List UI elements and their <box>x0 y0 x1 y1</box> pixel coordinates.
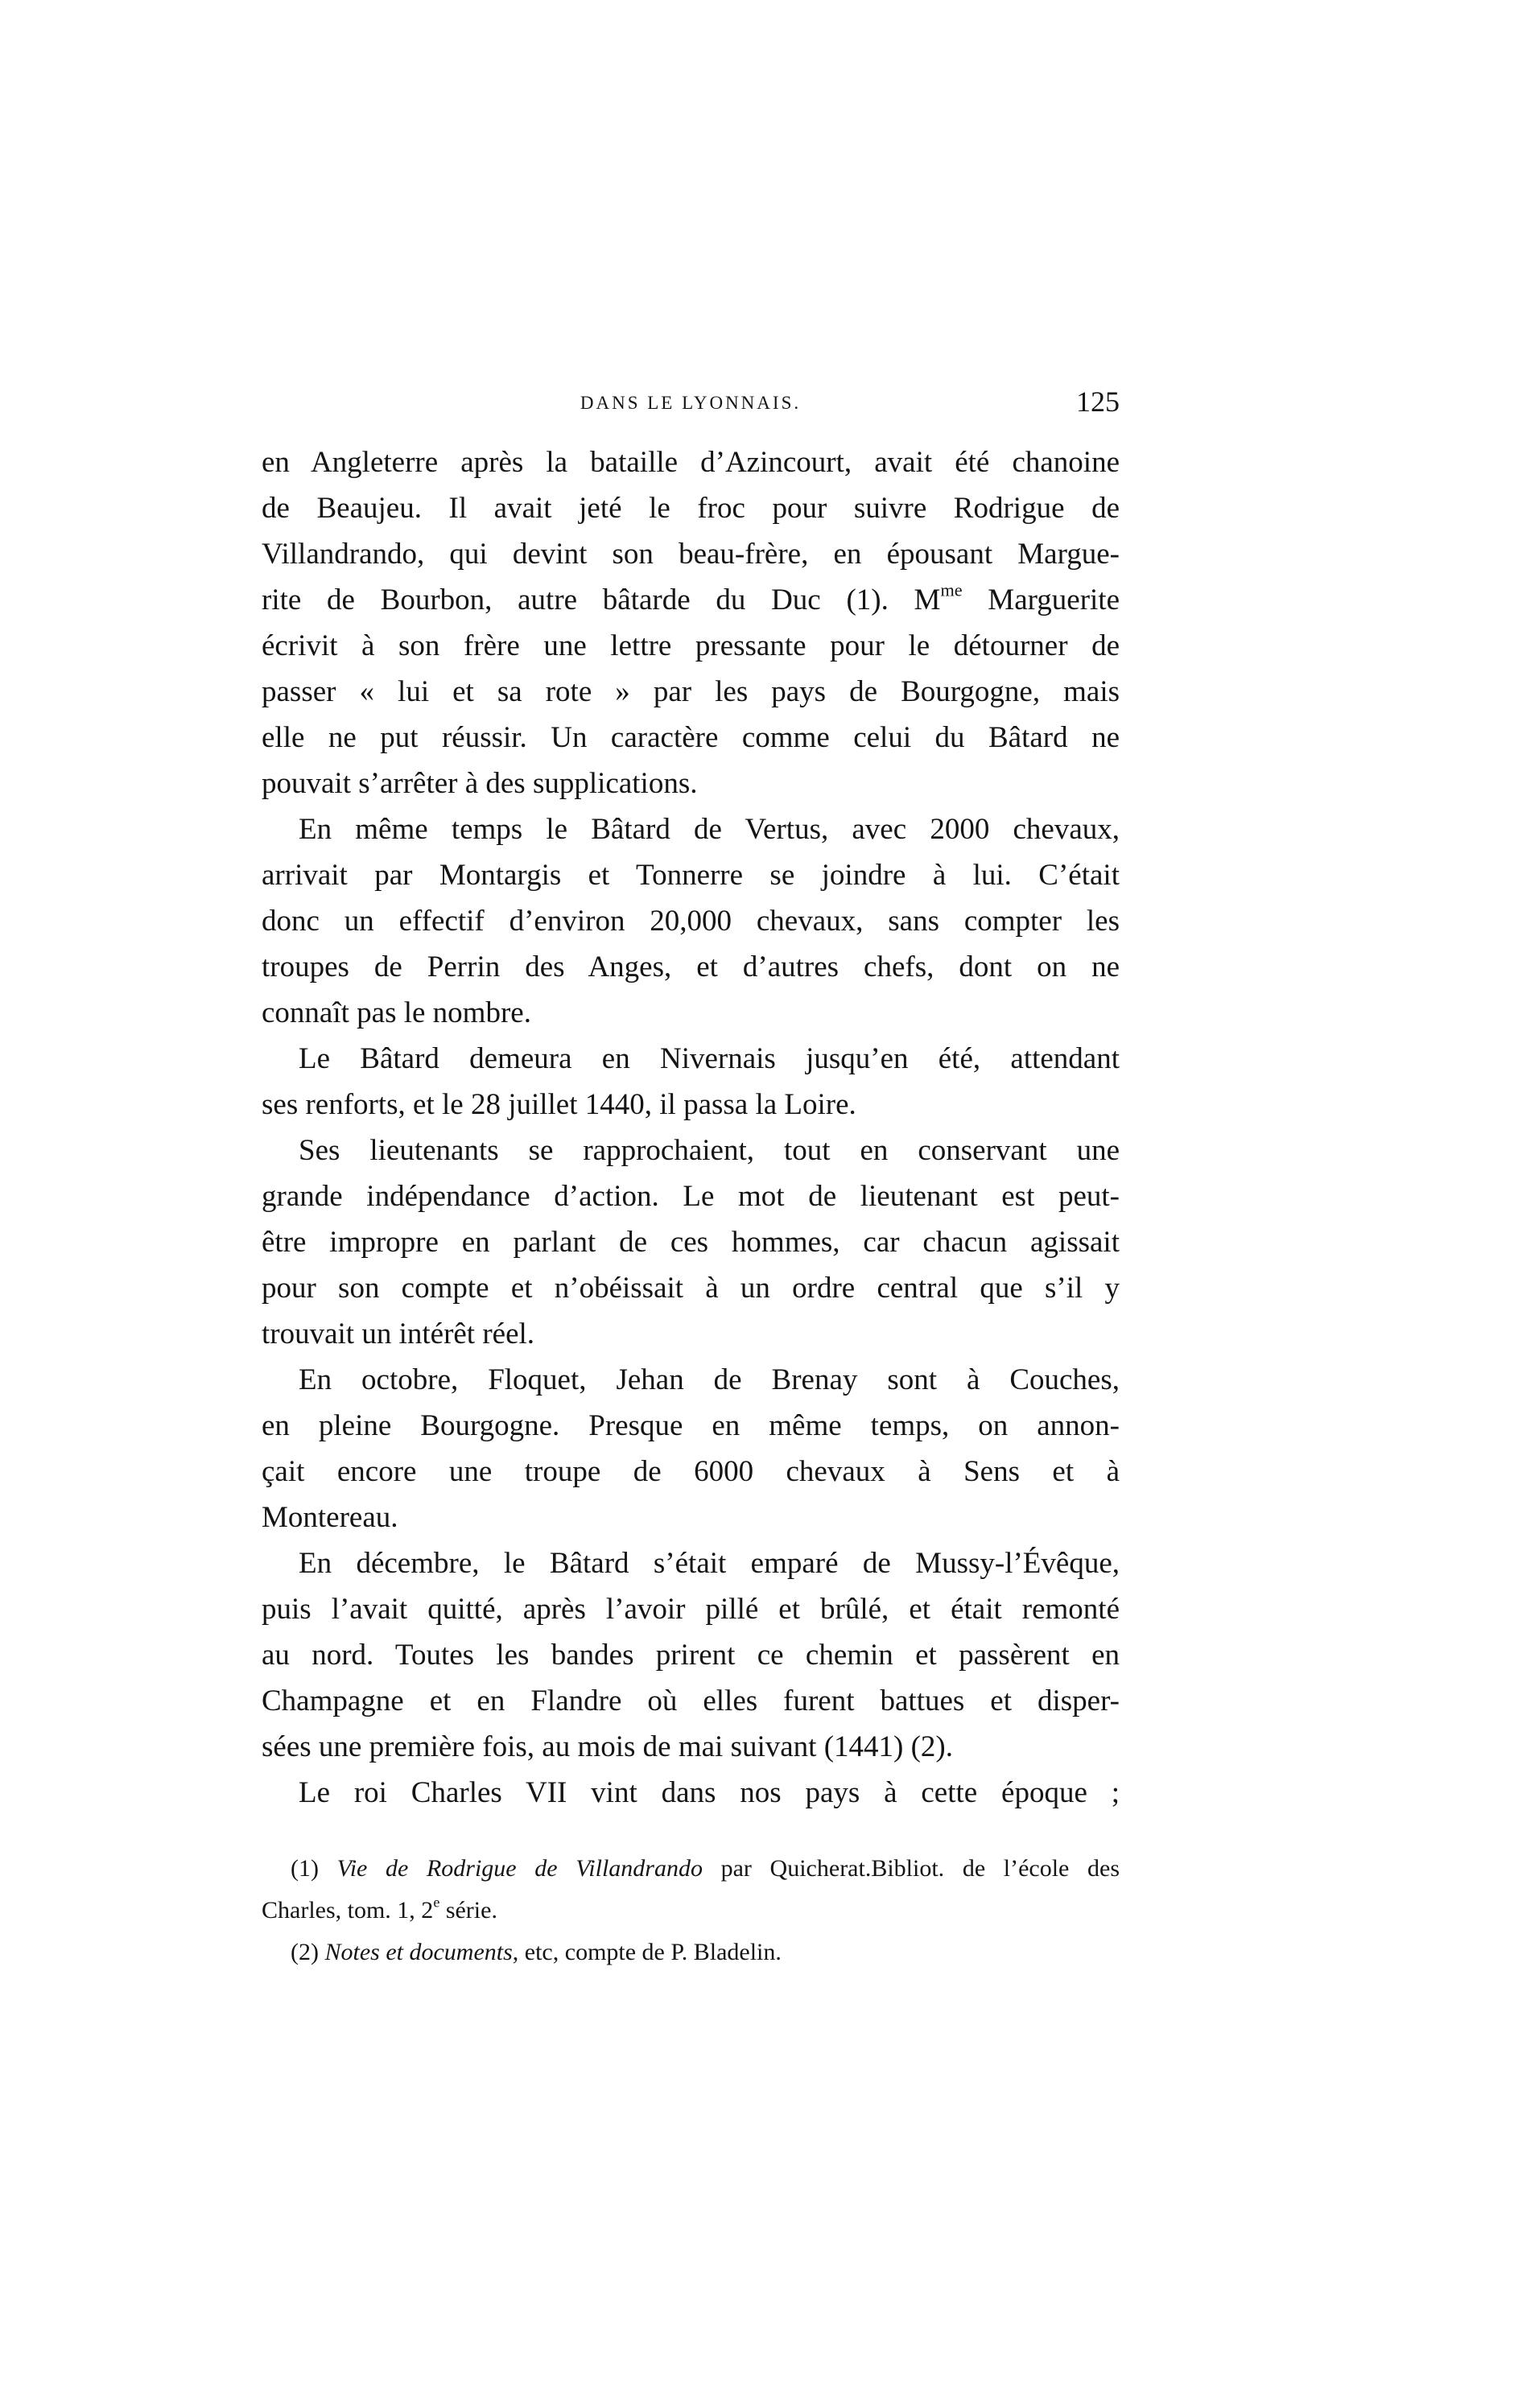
text-segment: arrivait par Montargis et Tonnerre se joindre à lui. C’était <box>262 859 1120 892</box>
text-segment: (2) <box>291 1939 325 1965</box>
text-segment: rite de Bourbon, autre bâtarde du Duc (1). M <box>262 583 941 616</box>
text-segment: ses renforts, et le 28 juillet 1440, il passa la Loire. <box>262 1088 856 1121</box>
text-segment: être impropre en parlant de ces hommes, car chacun agissait <box>262 1226 1120 1259</box>
text-line <box>262 623 1120 669</box>
text-line <box>262 898 1120 944</box>
text-line <box>262 1403 1120 1449</box>
paragraph <box>262 1036 1120 1128</box>
text-line <box>262 485 1120 531</box>
text-segment: Le Bâtard demeura en Nivernais jusqu’en été, attendant <box>299 1042 1120 1075</box>
text-line <box>262 1082 1120 1128</box>
text-segment: pouvait s’arrêter à des supplications. <box>262 767 698 800</box>
footnote-line <box>262 1848 1120 1890</box>
text-segment: Charles, tom. 1, 2 <box>262 1897 434 1924</box>
text-segment: au nord. Toutes les bandes prirent ce chemin et passèrent en <box>262 1639 1120 1672</box>
footnotes <box>262 1848 1120 1973</box>
paragraph <box>262 439 1120 806</box>
text-segment: elle ne put réussir. Un caractère comme celui du Bâtard ne <box>262 721 1120 754</box>
text-segment: donc un effectif d’environ 20,000 chevaux, sans compter les <box>262 905 1120 938</box>
text-segment: Marguerite <box>962 583 1120 616</box>
page-number: 125 <box>1076 386 1120 418</box>
text-segment: connaît pas le nombre. <box>262 996 531 1029</box>
text-line <box>262 669 1120 715</box>
text-segment: sées une première fois, au mois de mai suivant (1441) (2). <box>262 1730 953 1763</box>
text-line <box>262 1036 1120 1082</box>
text-line <box>262 1495 1120 1540</box>
text-line <box>262 1586 1120 1632</box>
paragraph <box>262 1540 1120 1770</box>
text-line <box>262 1128 1120 1173</box>
running-header <box>262 388 1120 420</box>
text-segment: de Beaujeu. Il avait jeté le froc pour suivre Rodrigue de <box>262 492 1120 525</box>
paragraph <box>262 1357 1120 1540</box>
text-line <box>262 1770 1120 1816</box>
text-segment: pour son compte et n’obéissait à un ordre central que s’il y <box>262 1272 1120 1305</box>
text-segment: en pleine Bourgogne. Presque en même temps, on annon- <box>262 1409 1120 1442</box>
text-line <box>262 761 1120 806</box>
text-segment: troupes de Perrin des Anges, et d’autres chefs, dont on ne <box>262 950 1120 983</box>
text-line <box>262 990 1120 1036</box>
text-line <box>262 577 1120 623</box>
text-segment: Champagne et en Flandre où elles furent battues et disper- <box>262 1684 1120 1717</box>
superscript: me <box>940 579 963 600</box>
text-line <box>262 1357 1120 1403</box>
text-line <box>262 1311 1120 1357</box>
text-line <box>262 531 1120 577</box>
text-segment: trouvait un intérêt réel. <box>262 1317 535 1350</box>
text-segment: En même temps le Bâtard de Vertus, avec 2000 chevaux, <box>299 813 1120 846</box>
text-line <box>262 1540 1120 1586</box>
text-segment: par Quicherat.Bibliot. de l’école des <box>702 1855 1120 1882</box>
footnote-line <box>262 1932 1120 1973</box>
text-segment: Ses lieutenants se rapprochaient, tout en conservant une <box>299 1134 1120 1167</box>
footnote-line <box>262 1890 1120 1932</box>
text-segment: (1) <box>291 1855 337 1882</box>
text-line <box>262 439 1120 485</box>
italic-title: Vie de Rodrigue de Villandrando <box>336 1855 703 1882</box>
text-line <box>262 1632 1120 1678</box>
paragraph <box>262 806 1120 1036</box>
text-line <box>262 1173 1120 1219</box>
text-line <box>262 944 1120 990</box>
text-line <box>262 1449 1120 1495</box>
text-segment: écrivit à son frère une lettre pressante pour le détourner de <box>262 629 1120 662</box>
running-title: DANS LE LYONNAIS. <box>580 393 802 413</box>
text-segment: puis l’avait quitté, après l’avoir pillé et brûlé, et était remonté <box>262 1593 1120 1626</box>
text-segment: Villandrando, qui devint son beau-frère, en épousant Margue- <box>262 538 1120 571</box>
text-segment: passer « lui et sa rote » par les pays de Bourgogne, mais <box>262 675 1120 708</box>
text-line <box>262 1678 1120 1724</box>
text-segment: série. <box>439 1897 497 1924</box>
text-line <box>262 1219 1120 1265</box>
text-segment: grande indépendance d’action. Le mot de lieutenant est peut- <box>262 1180 1120 1213</box>
text-segment: , etc, compte de P. Bladelin. <box>512 1939 782 1965</box>
text-segment: Montereau. <box>262 1501 398 1534</box>
body-text <box>262 439 1120 1816</box>
text-line <box>262 1724 1120 1770</box>
text-line <box>262 852 1120 898</box>
footnote-2 <box>262 1932 1120 1973</box>
text-line <box>262 1265 1120 1311</box>
text-segment: çait encore une troupe de 6000 chevaux à Sens et à <box>262 1455 1120 1488</box>
text-segment: en Angleterre après la bataille d’Azincourt, avait été chanoine <box>262 446 1120 479</box>
text-line <box>262 806 1120 852</box>
superscript: e <box>433 1894 440 1911</box>
paragraph <box>262 1770 1120 1816</box>
text-line <box>262 715 1120 761</box>
paragraph <box>262 1128 1120 1357</box>
footnote-1 <box>262 1848 1120 1932</box>
text-segment: En octobre, Floquet, Jehan de Brenay sont à Couches, <box>299 1363 1120 1396</box>
italic-title: Notes et documents <box>324 1939 513 1965</box>
text-segment: En décembre, le Bâtard s’était emparé de Mussy-l’Évêque, <box>299 1547 1120 1580</box>
text-segment: Le roi Charles VII vint dans nos pays à cette époque ; <box>299 1776 1120 1809</box>
